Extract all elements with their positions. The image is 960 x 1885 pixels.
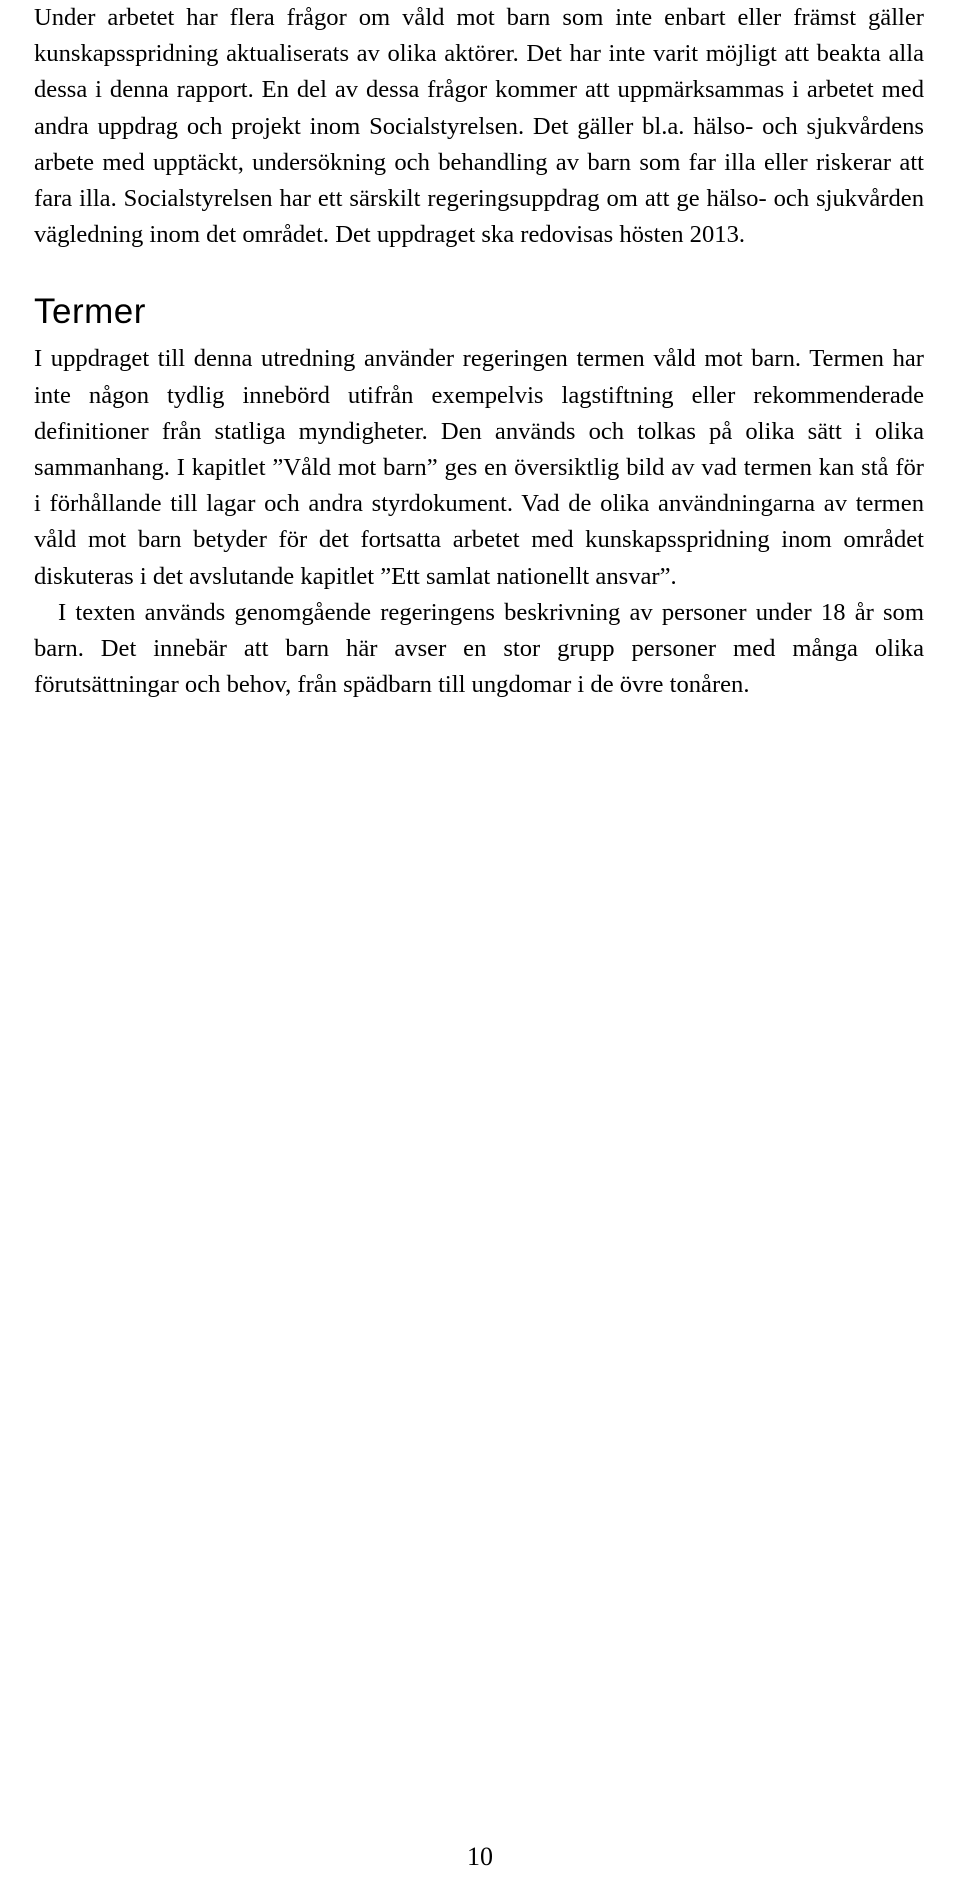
document-page (34, 0, 924, 703)
section-heading-termer: Termer (34, 292, 146, 332)
intro-paragraph: Under arbetet har flera frågor om våld mot barn som inte enbart eller främst gäller kunskapsspridning aktualiserats av olika aktörer. Det har inte varit möjligt att beakta alla dessa i denna rapport. En del av dessa frågor kommer att uppmärksammas i arbetet med andra uppdrag och projekt inom Socialstyrelsen. Det gäller bl.a. hälso- och sjukvårdens arbete med upptäckt, undersökning och behandling av barn som far illa eller riskerar att fara illa. Socialstyrelsen har ett särskilt regeringsuppdrag om att ge hälso- och sjukvården vägledning inom det området. Det uppdraget ska redovisas hösten 2013. (34, 4, 924, 249)
termer-paragraph-1: I uppdraget till denna utredning använder regeringen termen våld mot barn. Termen har inte någon tydlig innebörd utifrån exempelvis lagstiftning eller rekommenderade definitioner från statliga myndigheter. Den används och tolkas på olika sätt i olika sammanhang. I kapitlet ”Våld mot barn” ges en översiktlig bild av vad termen kan stå för i förhållande till lagar och andra styrdokument. Vad de olika användningarna av termen våld mot barn betyder för det fortsatta arbetet med kunskapsspridning inom området diskuteras i det avslutande kapitlet ”Ett samlat nationellt ansvar”. (34, 345, 924, 590)
termer-paragraph-2: I texten används genomgående regeringens beskrivning av personer under 18 år som barn. Det innebär att barn här avser en stor grupp personer med många olika förutsättningar och behov, från spädbarn till ungdomar i de övre tonåren. (34, 598, 924, 699)
page-number: 10 (467, 1842, 493, 1871)
